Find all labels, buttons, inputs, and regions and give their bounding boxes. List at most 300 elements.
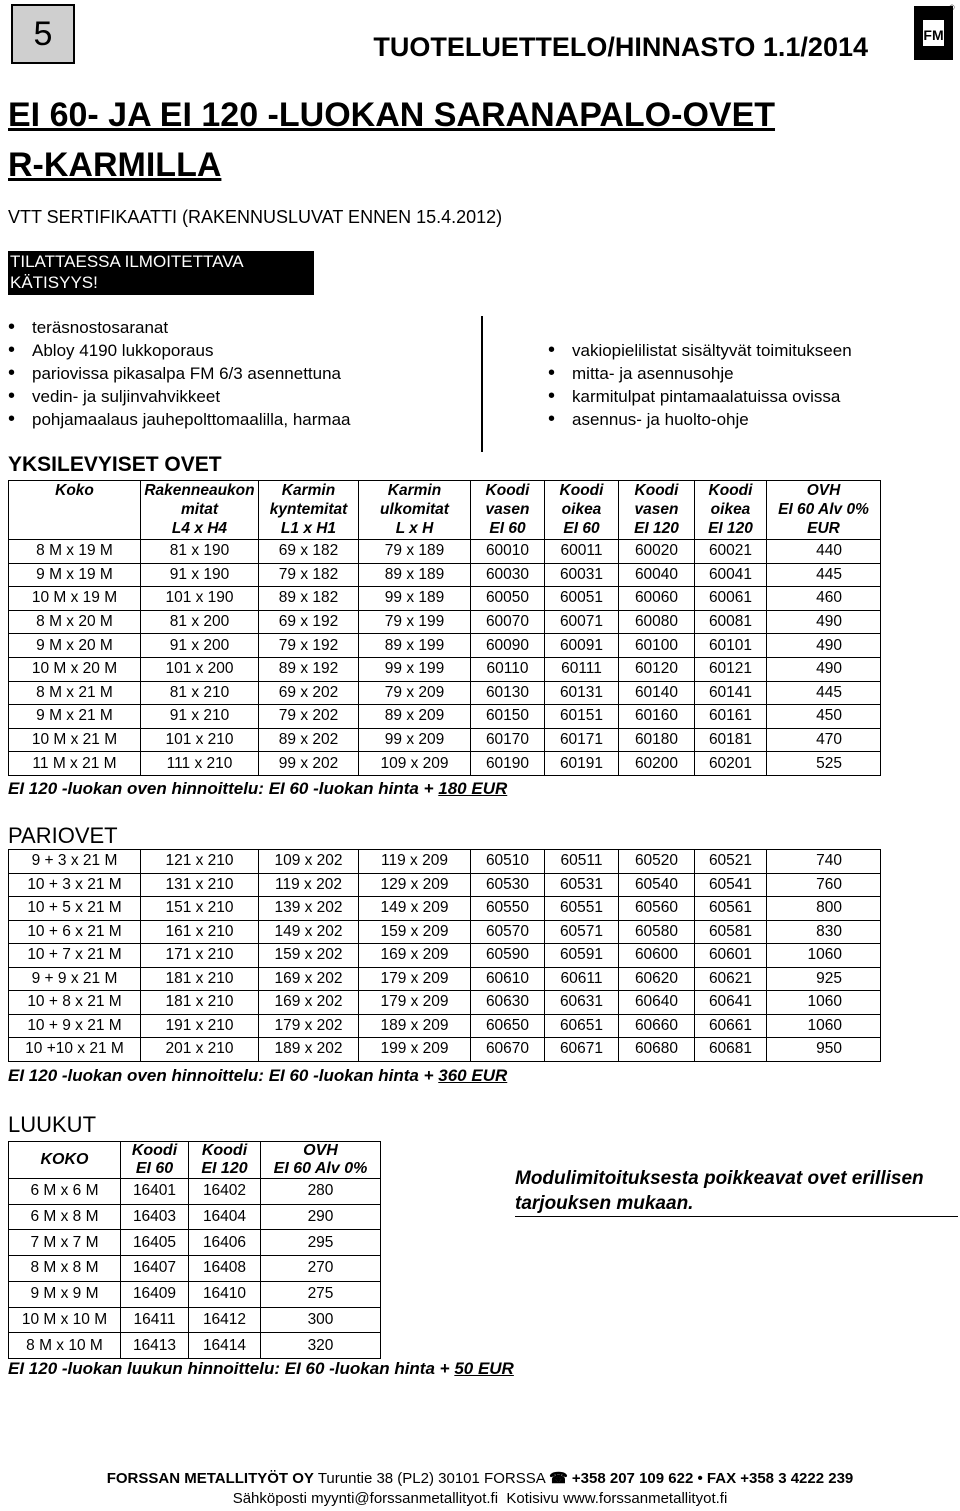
- table-cell: 440: [767, 540, 881, 564]
- column-header: [121, 1142, 189, 1179]
- double-doors-pricing-note: EI 120 -luokan oven hinnoittelu: EI 60 -luokan hinta + 360 EUR: [8, 1066, 508, 1085]
- column-header-line: EI 60: [489, 520, 526, 537]
- table-cell: 8 M x 20 M: [9, 610, 141, 634]
- footer-fax: FAX +358 3 4222 239: [702, 1470, 854, 1487]
- section-heading-hatches: LUUKUT: [8, 1112, 97, 1137]
- table-row: [9, 991, 881, 1015]
- footer-company: FORSSAN METALLITYÖT OY: [106, 1470, 314, 1487]
- column-header: [471, 481, 545, 540]
- table-cell: 60650: [471, 1014, 545, 1038]
- table-cell: 1060: [767, 1014, 881, 1038]
- feature-item: • vedin- ja suljinvahvikkeet: [6, 385, 350, 408]
- table-cell: 6 M x 6 M: [9, 1179, 121, 1205]
- feature-item: • mitta- ja asennusohje: [546, 362, 852, 385]
- table-cell: 60061: [695, 587, 767, 611]
- table-cell: 60600: [619, 944, 695, 968]
- table-cell: 10 + 9 x 21 M: [9, 1014, 141, 1038]
- table-cell: 275: [261, 1281, 381, 1307]
- table-cell: 121 x 210: [141, 850, 259, 874]
- table-cell: 60541: [695, 873, 767, 897]
- table-cell: 830: [767, 920, 881, 944]
- table-cell: 169 x 202: [259, 967, 359, 991]
- table-cell: 60591: [545, 944, 619, 968]
- footer-phone: +358 207 109 622: [567, 1470, 698, 1487]
- table-cell: 89 x 182: [259, 587, 359, 611]
- table-cell: 60580: [619, 920, 695, 944]
- table-cell: 60671: [545, 1038, 619, 1062]
- table-cell: 149 x 209: [359, 897, 471, 921]
- table-cell: 101 x 200: [141, 657, 259, 681]
- table-cell: 8 M x 8 M: [9, 1256, 121, 1282]
- table-cell: 60051: [545, 587, 619, 611]
- table-cell: 60140: [619, 681, 695, 705]
- table-row: [9, 1333, 381, 1359]
- table-cell: 60520: [619, 850, 695, 874]
- table-cell: 60120: [619, 657, 695, 681]
- column-header-line: EUR: [807, 520, 840, 537]
- table-cell: 60631: [545, 991, 619, 1015]
- column-header-line: ulkomitat: [380, 501, 449, 518]
- table-cell: 79 x 199: [359, 610, 471, 634]
- column-header-line: Karmin: [281, 482, 336, 499]
- table-cell: 60200: [619, 752, 695, 776]
- table-cell: 149 x 202: [259, 920, 359, 944]
- column-header: [259, 481, 359, 540]
- column-header-line: Koko: [55, 482, 94, 499]
- column-header-line: Koodi: [634, 482, 679, 499]
- column-header-line: EI 120: [201, 1160, 248, 1177]
- footer-address: Turuntie 38 (PL2) 30101 FORSSA: [313, 1470, 550, 1487]
- table-cell: 79 x 209: [359, 681, 471, 705]
- table-cell: 60641: [695, 991, 767, 1015]
- hatches-surcharge: 50 EUR: [454, 1359, 514, 1378]
- table-cell: 16405: [121, 1230, 189, 1256]
- column-header-line: EI 60: [563, 520, 600, 537]
- table-cell: 60551: [545, 897, 619, 921]
- certificate-text: VTT SERTIFIKAATTI (RAKENNUSLUVAT ENNEN 15.4.2012): [8, 207, 503, 227]
- table-cell: 60640: [619, 991, 695, 1015]
- table-cell: 91 x 190: [141, 563, 259, 587]
- column-header-line: EI 120: [634, 520, 679, 537]
- table-cell: 101 x 190: [141, 587, 259, 611]
- page-title-line2: R-KARMILLA: [8, 146, 222, 184]
- table-cell: 60590: [471, 944, 545, 968]
- column-header: [359, 481, 471, 540]
- table-cell: 60550: [471, 897, 545, 921]
- table-cell: 109 x 209: [359, 752, 471, 776]
- table-cell: 139 x 202: [259, 897, 359, 921]
- table-cell: 89 x 199: [359, 634, 471, 658]
- table-cell: 16407: [121, 1256, 189, 1282]
- hatches-pricing-note: EI 120 -luokan luukun hinnoittelu: EI 60 -luokan hinta + 50 EUR: [8, 1359, 514, 1378]
- table-cell: 69 x 182: [259, 540, 359, 564]
- table-cell: 60620: [619, 967, 695, 991]
- table-cell: 60661: [695, 1014, 767, 1038]
- table-cell: 151 x 210: [141, 897, 259, 921]
- table-cell: 1060: [767, 991, 881, 1015]
- table-cell: 89 x 202: [259, 728, 359, 752]
- registered-mark: ®: [949, 5, 955, 12]
- table-cell: 60560: [619, 897, 695, 921]
- table-cell: 10 M x 10 M: [9, 1307, 121, 1333]
- footer-web-line: [0, 1490, 960, 1507]
- column-header-line: vasen: [485, 501, 530, 518]
- feature-item: • Abloy 4190 lukkoporaus: [6, 339, 350, 362]
- table-cell: 131 x 210: [141, 873, 259, 897]
- table-cell: 191 x 210: [141, 1014, 259, 1038]
- table-cell: 60581: [695, 920, 767, 944]
- table-row: [9, 540, 881, 564]
- column-header: [545, 481, 619, 540]
- table-cell: 89 x 192: [259, 657, 359, 681]
- column-header: [767, 481, 881, 540]
- document-header-title: TUOTELUETTELO/HINNASTO 1.1/2014: [373, 32, 868, 62]
- table-cell: 60151: [545, 705, 619, 729]
- table-cell: 470: [767, 728, 881, 752]
- table-cell: 60531: [545, 873, 619, 897]
- table-cell: 9 M x 21 M: [9, 705, 141, 729]
- double-doors-table: [8, 849, 881, 1062]
- table-cell: 69 x 202: [259, 681, 359, 705]
- table-cell: 60050: [471, 587, 545, 611]
- table-row: [9, 1230, 381, 1256]
- table-cell: 9 + 3 x 21 M: [9, 850, 141, 874]
- column-header: [619, 481, 695, 540]
- table-cell: 60031: [545, 563, 619, 587]
- table-cell: 10 + 6 x 21 M: [9, 920, 141, 944]
- table-cell: 60130: [471, 681, 545, 705]
- single-doors-pricing-note: EI 120 -luokan oven hinnoittelu: EI 60 -luokan hinta + 180 EUR: [8, 779, 508, 798]
- table-cell: 60201: [695, 752, 767, 776]
- table-cell: 60601: [695, 944, 767, 968]
- column-header-line: kyntemitat: [269, 501, 348, 518]
- table-cell: 60040: [619, 563, 695, 587]
- column-header-line: Rakenneaukon: [144, 482, 255, 499]
- table-cell: 60091: [545, 634, 619, 658]
- table-cell: 11 M x 21 M: [9, 752, 141, 776]
- footer-website[interactable]: Kotisivu www.forssanmetallityot.fi: [506, 1490, 728, 1507]
- table-cell: 60510: [471, 850, 545, 874]
- table-row: [9, 657, 881, 681]
- table-cell: 6 M x 8 M: [9, 1204, 121, 1230]
- table-cell: 60011: [545, 540, 619, 564]
- hatches-table: [8, 1141, 381, 1359]
- table-cell: 89 x 209: [359, 705, 471, 729]
- table-cell: 79 x 202: [259, 705, 359, 729]
- table-cell: 10 + 8 x 21 M: [9, 991, 141, 1015]
- table-cell: 91 x 200: [141, 634, 259, 658]
- table-cell: 129 x 209: [359, 873, 471, 897]
- table-cell: 60141: [695, 681, 767, 705]
- table-row: [9, 1014, 881, 1038]
- table-cell: 16410: [189, 1281, 261, 1307]
- feature-list-left: [6, 316, 350, 431]
- table-cell: 159 x 202: [259, 944, 359, 968]
- table-cell: 60131: [545, 681, 619, 705]
- table-cell: 9 + 9 x 21 M: [9, 967, 141, 991]
- table-cell: 320: [261, 1333, 381, 1359]
- table-row: [9, 1281, 381, 1307]
- table-cell: 60670: [471, 1038, 545, 1062]
- table-row: [9, 681, 881, 705]
- fm-logo: [914, 2, 954, 60]
- table-cell: 16408: [189, 1256, 261, 1282]
- table-cell: 300: [261, 1307, 381, 1333]
- table-cell: 60041: [695, 563, 767, 587]
- table-cell: 101 x 210: [141, 728, 259, 752]
- column-header-line: Karmin: [387, 482, 442, 499]
- table-cell: 60181: [695, 728, 767, 752]
- table-cell: 60110: [471, 657, 545, 681]
- table-cell: 10 + 7 x 21 M: [9, 944, 141, 968]
- table-cell: 10 M x 21 M: [9, 728, 141, 752]
- table-cell: 740: [767, 850, 881, 874]
- table-cell: 16403: [121, 1204, 189, 1230]
- column-header: [141, 481, 259, 540]
- feature-item: • asennus- ja huolto-ohje: [546, 408, 852, 431]
- table-cell: 16401: [121, 1179, 189, 1205]
- column-header-line: KOKO: [40, 1151, 89, 1168]
- table-cell: 270: [261, 1256, 381, 1282]
- table-row: [9, 728, 881, 752]
- table-cell: 10 M x 20 M: [9, 657, 141, 681]
- handedness-notice: TILATTAESSA ILMOITETTAVA KÄTISYYS!: [8, 251, 314, 295]
- table-cell: 60511: [545, 850, 619, 874]
- table-cell: 60521: [695, 850, 767, 874]
- table-cell: 60060: [619, 587, 695, 611]
- table-cell: 60180: [619, 728, 695, 752]
- table-row: [9, 897, 881, 921]
- feature-item: • pariovissa pikasalpa FM 6/3 asennettuna: [6, 362, 350, 385]
- column-header-line: Koodi: [559, 482, 604, 499]
- table-row: [9, 920, 881, 944]
- table-cell: 60681: [695, 1038, 767, 1062]
- table-cell: 10 + 5 x 21 M: [9, 897, 141, 921]
- table-cell: 490: [767, 610, 881, 634]
- table-cell: 201 x 210: [141, 1038, 259, 1062]
- column-header: [695, 481, 767, 540]
- table-cell: 189 x 209: [359, 1014, 471, 1038]
- table-cell: 60610: [471, 967, 545, 991]
- column-header-line: oikea: [710, 501, 751, 518]
- table-cell: 60160: [619, 705, 695, 729]
- table-cell: 60030: [471, 563, 545, 587]
- table-cell: 16406: [189, 1230, 261, 1256]
- column-header-line: L1 x H1: [280, 520, 337, 537]
- table-cell: 60150: [471, 705, 545, 729]
- table-row: [9, 705, 881, 729]
- table-row: [9, 587, 881, 611]
- table-row: [9, 850, 881, 874]
- table-cell: 60660: [619, 1014, 695, 1038]
- table-cell: 60611: [545, 967, 619, 991]
- table-cell: 161 x 210: [141, 920, 259, 944]
- table-cell: 79 x 182: [259, 563, 359, 587]
- table-cell: 445: [767, 563, 881, 587]
- table-cell: 60020: [619, 540, 695, 564]
- column-header-line: vasen: [634, 501, 679, 518]
- table-cell: 7 M x 7 M: [9, 1230, 121, 1256]
- table-cell: 60121: [695, 657, 767, 681]
- table-cell: 99 x 202: [259, 752, 359, 776]
- table-cell: 9 M x 19 M: [9, 563, 141, 587]
- footer-email[interactable]: Sähköposti myynti@forssanmetallityot.fi: [232, 1490, 499, 1507]
- table-cell: 16409: [121, 1281, 189, 1307]
- column-header-line: Koodi: [201, 1142, 248, 1159]
- table-row: [9, 563, 881, 587]
- table-cell: 10 + 3 x 21 M: [9, 873, 141, 897]
- column-header-line: EI 60 Alv 0%: [778, 501, 869, 518]
- column-header-line: Koodi: [708, 482, 753, 499]
- phone-icon: ☎: [549, 1470, 568, 1487]
- table-cell: 179 x 209: [359, 991, 471, 1015]
- table-cell: 450: [767, 705, 881, 729]
- table-cell: 60680: [619, 1038, 695, 1062]
- table-row: [9, 610, 881, 634]
- feature-item: • vakiopielilistat sisältyvät toimitukseen: [546, 339, 852, 362]
- table-cell: 69 x 192: [259, 610, 359, 634]
- feature-item: • teräsnostosaranat: [6, 316, 350, 339]
- table-cell: 60651: [545, 1014, 619, 1038]
- table-cell: 169 x 202: [259, 991, 359, 1015]
- table-cell: 8 M x 19 M: [9, 540, 141, 564]
- table-cell: 199 x 209: [359, 1038, 471, 1062]
- table-cell: 109 x 202: [259, 850, 359, 874]
- table-cell: 60081: [695, 610, 767, 634]
- table-cell: 179 x 202: [259, 1014, 359, 1038]
- table-cell: 91 x 210: [141, 705, 259, 729]
- table-cell: 81 x 200: [141, 610, 259, 634]
- table-cell: 181 x 210: [141, 967, 259, 991]
- column-header-line: L4 x H4: [171, 520, 228, 537]
- table-cell: 16414: [189, 1333, 261, 1359]
- column-header-line: EI 60 Alv 0%: [273, 1160, 368, 1177]
- table-cell: 445: [767, 681, 881, 705]
- table-cell: 60171: [545, 728, 619, 752]
- table-cell: 60621: [695, 967, 767, 991]
- modular-dimension-note: Modulimitoituksesta poikkeavat ovet erillisen tarjouksen mukaan.: [515, 1166, 958, 1217]
- table-cell: 119 x 209: [359, 850, 471, 874]
- table-cell: 111 x 210: [141, 752, 259, 776]
- table-cell: 171 x 210: [141, 944, 259, 968]
- page-title-line1: EI 60- JA EI 120 -LUOKAN SARANAPALO-OVET: [8, 96, 776, 134]
- table-row: [9, 1256, 381, 1282]
- table-cell: 925: [767, 967, 881, 991]
- column-header-line: L x H: [395, 520, 434, 537]
- footer-separator: •: [697, 1470, 703, 1487]
- table-cell: 800: [767, 897, 881, 921]
- footer-contact-line: [0, 1469, 960, 1487]
- feature-list-right: [546, 339, 852, 431]
- page-number: 5: [11, 4, 75, 64]
- table-cell: 16413: [121, 1333, 189, 1359]
- table-row: [9, 1204, 381, 1230]
- table-cell: 10 M x 19 M: [9, 587, 141, 611]
- table-cell: 60561: [695, 897, 767, 921]
- table-cell: 60161: [695, 705, 767, 729]
- table-row: [9, 1038, 881, 1062]
- table-cell: 60170: [471, 728, 545, 752]
- column-header: [9, 1142, 121, 1179]
- table-cell: 60070: [471, 610, 545, 634]
- table-cell: 60190: [471, 752, 545, 776]
- table-cell: 60100: [619, 634, 695, 658]
- logo-text: FM: [923, 27, 944, 43]
- table-row: [9, 1307, 381, 1333]
- table-cell: 490: [767, 657, 881, 681]
- column-header: [9, 481, 141, 540]
- table-cell: 525: [767, 752, 881, 776]
- single-doors-table: [8, 480, 881, 776]
- table-cell: 295: [261, 1230, 381, 1256]
- single-doors-surcharge: 180 EUR: [438, 779, 508, 798]
- table-cell: 179 x 209: [359, 967, 471, 991]
- column-header-line: mitat: [180, 501, 219, 518]
- table-cell: 99 x 209: [359, 728, 471, 752]
- table-cell: 460: [767, 587, 881, 611]
- section-heading-double-doors: PARIOVET: [8, 823, 118, 848]
- table-cell: 16411: [121, 1307, 189, 1333]
- table-cell: 490: [767, 634, 881, 658]
- column-header-line: oikea: [561, 501, 602, 518]
- section-heading-single-doors: YKSILEVYISET OVET: [8, 453, 222, 476]
- table-row: [9, 944, 881, 968]
- table-cell: 9 M x 20 M: [9, 634, 141, 658]
- table-cell: 119 x 202: [259, 873, 359, 897]
- table-cell: 60540: [619, 873, 695, 897]
- table-cell: 81 x 190: [141, 540, 259, 564]
- table-cell: 81 x 210: [141, 681, 259, 705]
- table-cell: 8 M x 10 M: [9, 1333, 121, 1359]
- table-cell: 60071: [545, 610, 619, 634]
- column-header-line: OVH: [303, 1142, 338, 1159]
- table-cell: 280: [261, 1179, 381, 1205]
- table-cell: 60080: [619, 610, 695, 634]
- table-cell: 181 x 210: [141, 991, 259, 1015]
- table-cell: 189 x 202: [259, 1038, 359, 1062]
- table-cell: 60571: [545, 920, 619, 944]
- column-header-line: EI 120: [708, 520, 753, 537]
- table-cell: 60191: [545, 752, 619, 776]
- column-header-line: OVH: [806, 482, 841, 499]
- table-cell: 60010: [471, 540, 545, 564]
- column-header-line: Koodi: [485, 482, 530, 499]
- double-doors-surcharge: 360 EUR: [438, 1066, 508, 1085]
- table-cell: 8 M x 21 M: [9, 681, 141, 705]
- feature-item: • karmitulpat pintamaalatuissa ovissa: [546, 385, 852, 408]
- divider-line: [481, 316, 483, 452]
- table-cell: 159 x 209: [359, 920, 471, 944]
- table-row: [9, 873, 881, 897]
- table-cell: 169 x 209: [359, 944, 471, 968]
- column-header: [189, 1142, 261, 1179]
- table-cell: 79 x 189: [359, 540, 471, 564]
- table-row: [9, 967, 881, 991]
- table-cell: 99 x 199: [359, 657, 471, 681]
- table-cell: 16412: [189, 1307, 261, 1333]
- table-cell: 60090: [471, 634, 545, 658]
- table-row: [9, 634, 881, 658]
- table-cell: 1060: [767, 944, 881, 968]
- table-cell: 89 x 189: [359, 563, 471, 587]
- table-cell: 760: [767, 873, 881, 897]
- table-cell: 16404: [189, 1204, 261, 1230]
- table-cell: 60111: [545, 657, 619, 681]
- table-cell: 60570: [471, 920, 545, 944]
- column-header-line: EI 60: [135, 1160, 174, 1177]
- table-cell: 60101: [695, 634, 767, 658]
- table-row: [9, 1179, 381, 1205]
